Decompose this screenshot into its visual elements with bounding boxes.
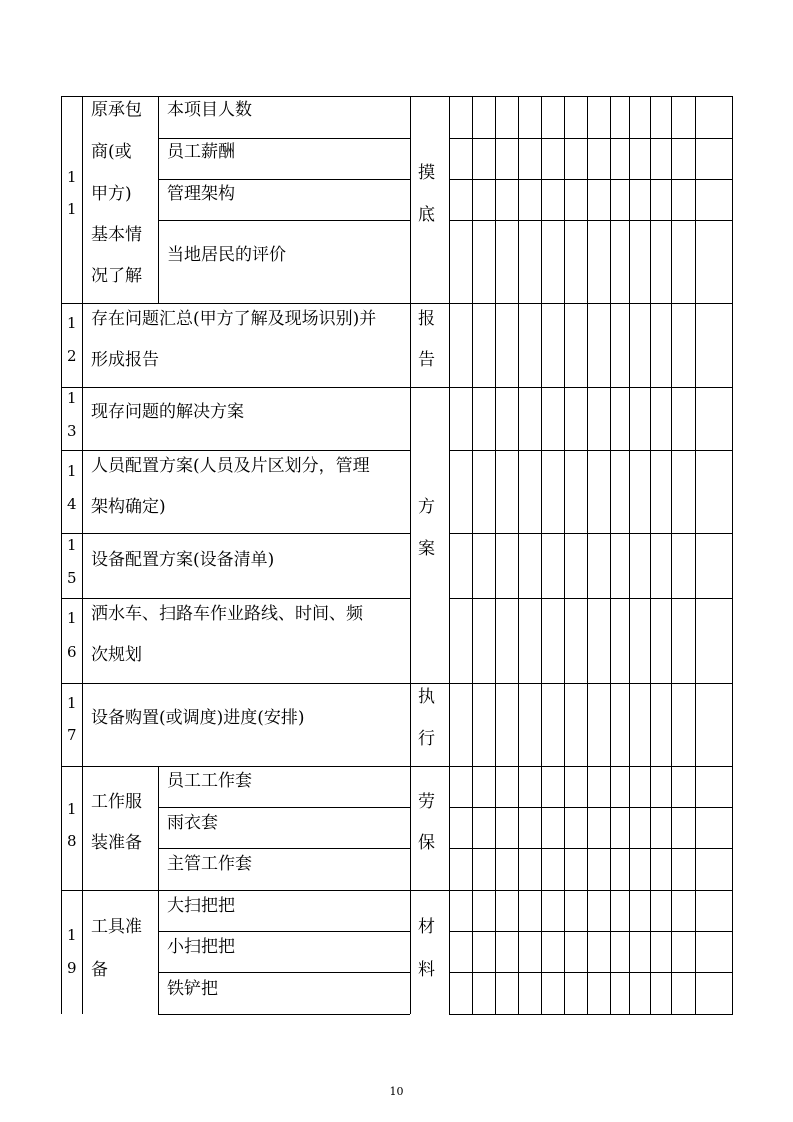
category-label: 摸 xyxy=(418,163,435,183)
grid-line xyxy=(449,450,733,451)
item-label: 备 xyxy=(91,960,108,980)
grid-line xyxy=(61,303,449,304)
row-number: 1 xyxy=(67,609,77,627)
sub-item-label: 雨衣套 xyxy=(167,813,218,833)
grid-line xyxy=(158,766,159,1014)
row-number: 1 xyxy=(67,800,77,818)
grid-line xyxy=(449,138,733,139)
grid-line xyxy=(410,96,411,1014)
row-number: 1 xyxy=(67,536,77,554)
grid-line xyxy=(629,96,630,1014)
category-label: 劳 xyxy=(418,792,435,812)
grid-line xyxy=(449,931,733,932)
grid-line xyxy=(449,807,733,808)
sub-item-label: 员工工作套 xyxy=(167,771,252,791)
category-label: 执 xyxy=(418,687,435,707)
item-label: 架构确定) xyxy=(91,497,166,517)
grid-line xyxy=(158,931,410,932)
category-label: 案 xyxy=(418,539,435,559)
grid-line xyxy=(449,848,733,849)
sub-item-label: 管理架构 xyxy=(167,184,235,204)
grid-line xyxy=(587,96,588,1014)
item-label: 形成报告 xyxy=(91,350,159,370)
grid-line xyxy=(650,96,651,1014)
sub-item-label: 当地居民的评价 xyxy=(167,245,286,265)
row-number: 1 xyxy=(67,168,77,186)
item-label: 况了解 xyxy=(91,266,142,286)
row-number: 1 xyxy=(67,314,77,332)
category-label: 行 xyxy=(418,729,435,749)
category-label: 告 xyxy=(418,350,435,370)
grid-line xyxy=(732,96,733,1014)
grid-line xyxy=(564,96,565,1014)
grid-line xyxy=(61,96,449,97)
grid-line xyxy=(449,387,733,388)
item-label: 人员配置方案(人员及片区划分，管理 xyxy=(91,456,370,476)
grid-line xyxy=(61,387,449,388)
row-number: 4 xyxy=(67,495,77,513)
grid-line xyxy=(61,598,410,599)
grid-line xyxy=(449,890,733,891)
row-number: 3 xyxy=(67,422,77,440)
grid-line xyxy=(449,972,733,973)
item-label: 设备购置(或调度)进度(安排) xyxy=(91,708,305,728)
row-number: 8 xyxy=(67,832,77,850)
item-label: 基本情 xyxy=(91,225,142,245)
grid-line xyxy=(495,96,496,1014)
grid-line xyxy=(61,683,449,684)
page-number: 10 xyxy=(389,1085,404,1098)
grid-line xyxy=(449,220,733,221)
grid-line xyxy=(158,96,159,303)
item-label: 甲方) xyxy=(91,184,132,204)
grid-line xyxy=(82,96,83,1014)
grid-line xyxy=(61,533,410,534)
grid-line xyxy=(671,96,672,1014)
grid-line xyxy=(61,766,449,767)
grid-line xyxy=(610,96,611,1014)
grid-line xyxy=(158,848,410,849)
grid-line xyxy=(449,598,733,599)
grid-line xyxy=(472,96,473,1014)
item-label: 工具准 xyxy=(91,917,142,937)
grid-line xyxy=(158,179,410,180)
grid-line xyxy=(61,96,62,1014)
category-label: 料 xyxy=(418,960,435,980)
row-number: 1 xyxy=(67,694,77,712)
category-label: 底 xyxy=(418,205,435,225)
item-label: 原承包 xyxy=(91,100,142,120)
grid-line xyxy=(449,96,450,1014)
sub-item-label: 员工薪酬 xyxy=(167,142,235,162)
row-number: 2 xyxy=(67,347,77,365)
grid-line xyxy=(518,96,519,1014)
row-number: 1 xyxy=(67,389,77,407)
row-number: 1 xyxy=(67,926,77,944)
grid-line xyxy=(158,138,410,139)
item-label: 现存问题的解决方案 xyxy=(91,402,244,422)
category-label: 报 xyxy=(418,309,435,329)
sub-item-label: 小扫把把 xyxy=(167,937,235,957)
grid-line xyxy=(541,96,542,1014)
row-number: 9 xyxy=(67,959,77,977)
row-number: 1 xyxy=(67,462,77,480)
grid-line xyxy=(158,220,410,221)
item-label: 设备配置方案(设备清单) xyxy=(91,550,275,570)
row-number: 7 xyxy=(67,726,77,744)
grid-line xyxy=(449,1014,733,1015)
grid-line xyxy=(61,890,449,891)
item-label: 商(或 xyxy=(91,142,132,162)
category-label: 方 xyxy=(418,497,435,517)
grid-line xyxy=(449,179,733,180)
item-label: 次规划 xyxy=(91,645,142,665)
grid-line xyxy=(158,807,410,808)
grid-line xyxy=(158,972,410,973)
category-label: 材 xyxy=(418,917,435,937)
grid-line xyxy=(695,96,696,1014)
category-label: 保 xyxy=(418,833,435,853)
sub-item-label: 铁铲把 xyxy=(167,979,218,999)
item-label: 存在问题汇总(甲方了解及现场识别)并 xyxy=(91,309,377,329)
grid-line xyxy=(449,683,733,684)
row-number: 5 xyxy=(67,569,77,587)
sub-item-label: 大扫把把 xyxy=(167,896,235,916)
item-label: 工作服 xyxy=(91,792,142,812)
row-number: 1 xyxy=(67,200,77,218)
grid-line xyxy=(449,303,733,304)
grid-line xyxy=(449,96,733,97)
sub-item-label: 主管工作套 xyxy=(167,854,252,874)
grid-line xyxy=(449,766,733,767)
sub-item-label: 本项目人数 xyxy=(167,100,252,120)
row-number: 6 xyxy=(67,643,77,661)
item-label: 装准备 xyxy=(91,833,142,853)
grid-line xyxy=(61,450,410,451)
grid-line xyxy=(158,1014,410,1015)
grid-line xyxy=(449,533,733,534)
item-label: 洒水车、扫路车作业路线、时间、频 xyxy=(91,604,363,624)
